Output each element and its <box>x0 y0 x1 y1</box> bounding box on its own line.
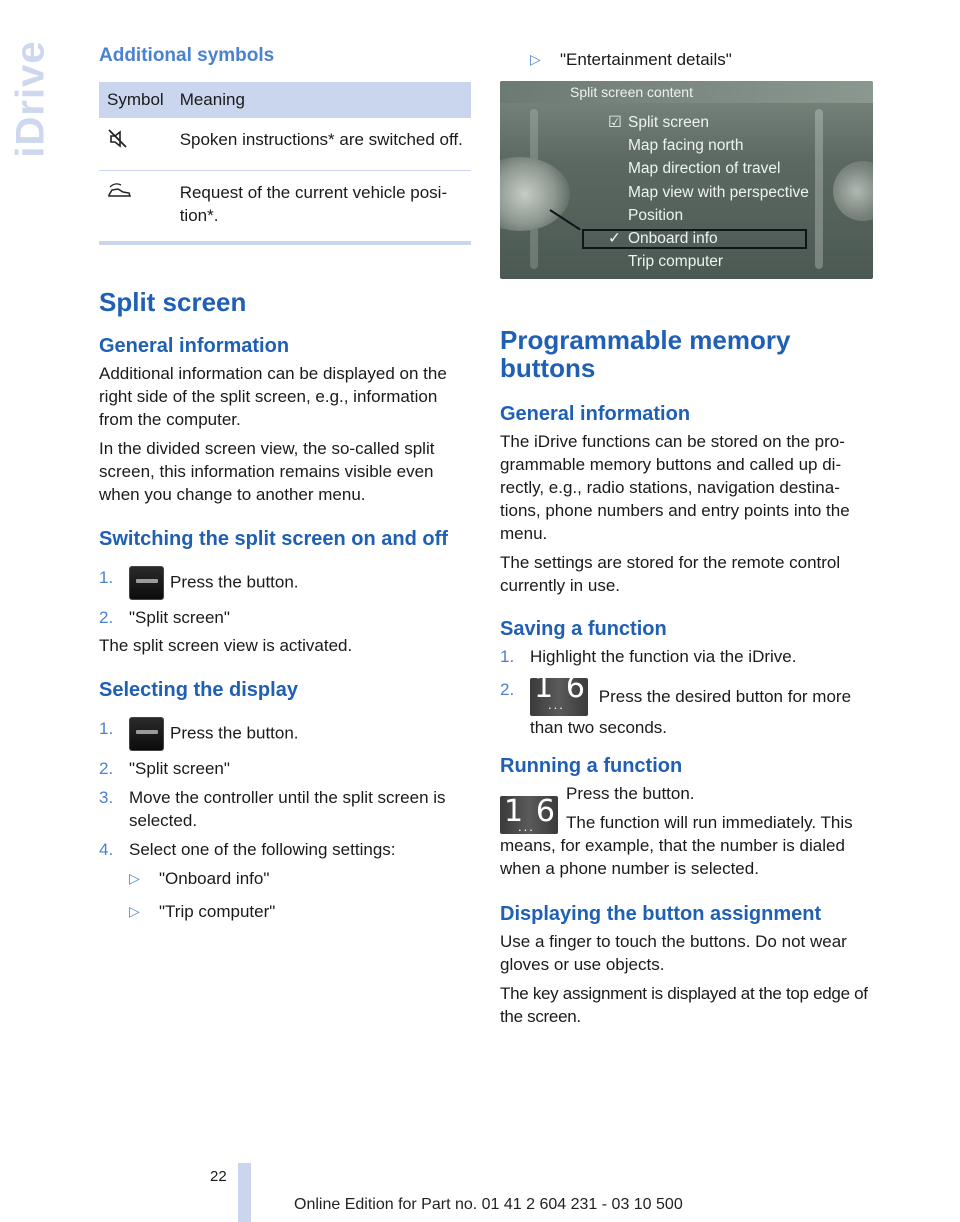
side-knob <box>833 161 873 221</box>
option-button-icon <box>129 717 164 751</box>
side-tab <box>0 34 62 164</box>
selecting-options <box>129 867 471 923</box>
screen-menu-item: Map direction of travel <box>628 160 781 178</box>
memory-buttons-title: Programmable memory buttons <box>500 325 791 383</box>
screen-menu-item: Position <box>628 206 684 224</box>
screen-menu-item: Map view with perspective <box>628 183 809 201</box>
list-item: 4. Select one of the following settings: ▷ "Onboard info" ▷ "Trip computer" <box>99 838 471 923</box>
displaying-paragraph: The key assignment is displayed at the top edge of the screen. <box>500 984 868 1027</box>
table-row <box>99 118 471 171</box>
split-screen-content-display <box>500 81 873 279</box>
displaying-paragraph: Use a finger to touch the buttons. Do not wear gloves or use objects. <box>500 932 847 975</box>
screen-menu <box>608 111 809 273</box>
checkbox-icon: ☑ <box>608 114 622 131</box>
general-info-paragraph: The iDrive functions can be stored on the pro-grammable memory buttons and called up di-rectly, e.g., radio stations, navigation destina-tions, phone numbers and entry points into the menu. <box>500 432 850 544</box>
additional-symbols-heading: Additional symbols <box>99 45 275 66</box>
switching-result: The split screen view is activated. <box>99 636 353 656</box>
general-info-paragraph: Additional information can be displayed on the right side of the split screen, e.g., information from the computer. <box>99 364 447 430</box>
list-item: 1. Highlight the function via the iDrive. <box>500 647 797 667</box>
running-line: Press the button. <box>566 784 695 804</box>
running-paragraph: The function will run immediately. This means, for example, that the number is dialed when a phone number is selected. <box>500 813 853 879</box>
list-item: 1. Press the button. <box>99 566 471 600</box>
controller-knob <box>500 157 570 231</box>
list-item: ▷ "Entertainment details" <box>530 50 732 69</box>
option-button-icon <box>129 566 164 600</box>
switching-steps <box>99 566 471 629</box>
displaying-heading: Displaying the button assignment <box>500 903 822 926</box>
screen-menu-item: Trip computer <box>628 253 724 271</box>
entertainment-bullet <box>500 48 874 71</box>
list-item: ▷ "Onboard info" <box>129 869 270 889</box>
general-info-heading: General information <box>500 403 691 426</box>
list-item: 2. "Split screen" <box>99 608 230 628</box>
page-number: 22 <box>210 1168 227 1185</box>
saving-heading: Saving a function <box>500 618 667 641</box>
general-info-paragraph: In the divided screen view, the so-called split screen, this information remains visible even when you change to another menu. <box>99 439 435 505</box>
footer-bar <box>238 1163 251 1222</box>
list-item: ▷ "Trip computer" <box>129 902 276 922</box>
memory-button-icon: 1 ... 6 <box>500 796 558 834</box>
edition-text: Online Edition for Part no. 01 41 2 604 231 - 03 10 500 <box>294 1196 683 1213</box>
list-item: 2. 1 ... 6 Press the desired button for more than two seconds. <box>500 670 852 738</box>
table-row <box>99 170 471 243</box>
side-tab-label: iDrive <box>8 40 53 158</box>
selecting-steps <box>99 717 471 923</box>
table-cell-symbol <box>99 118 172 171</box>
symbols-table <box>99 82 471 245</box>
running-heading: Running a function <box>500 755 683 778</box>
table-header-meaning: Meaning <box>172 82 471 118</box>
screen-menu-item: ✓ Onboard info <box>608 227 809 250</box>
general-info-heading: General information <box>99 335 290 358</box>
table-cell-meaning: Spoken instructions* are switched off. <box>172 118 471 171</box>
table-cell-meaning: Request of the current vehicle posi-tion*. <box>172 170 471 243</box>
right-column <box>500 44 874 1028</box>
saving-steps <box>500 645 874 739</box>
left-column <box>99 44 471 933</box>
speaker-off-icon <box>107 128 129 150</box>
screen-menu-item: ☑ Split screen <box>608 111 809 134</box>
split-screen-title: Split screen <box>99 286 247 317</box>
switching-heading: Switching the split screen on and off <box>99 528 448 551</box>
table-header-symbol: Symbol <box>99 82 172 118</box>
running-block <box>500 782 874 880</box>
vehicle-position-icon <box>107 181 133 203</box>
list-item: 3. Move the controller until the split screen is selected. <box>99 788 446 831</box>
checkmark-icon: ✓ <box>608 230 621 248</box>
list-item: 2. "Split screen" <box>99 759 230 779</box>
screen-header: Split screen content <box>500 81 873 103</box>
table-cell-symbol <box>99 170 172 243</box>
screen-menu-item: Map facing north <box>628 137 744 155</box>
general-info-paragraph: The settings are stored for the remote control currently in use. <box>500 553 841 596</box>
memory-button-icon: 1 ... 6 <box>530 678 588 716</box>
selecting-heading: Selecting the display <box>99 679 298 702</box>
list-item: 1. Press the button. <box>99 717 471 751</box>
